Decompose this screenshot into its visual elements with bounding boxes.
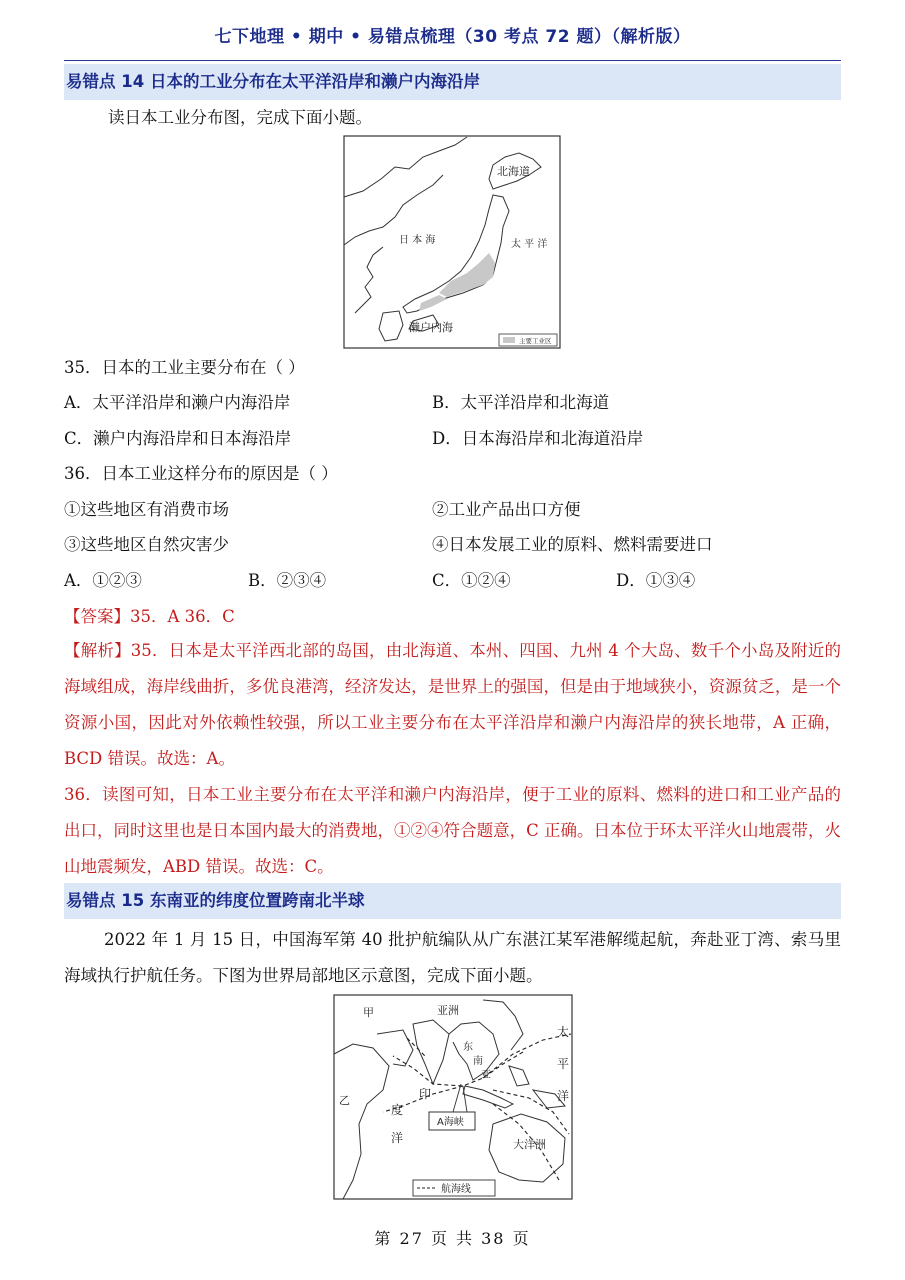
- q35-option-b: B．太平洋沿岸和北海道: [432, 393, 610, 412]
- label-strait: A海峡: [437, 1117, 464, 1128]
- label-yang2: 洋: [557, 1089, 570, 1103]
- q36-item-3: ③这些地区自然灾害少: [64, 535, 229, 554]
- label-seto: 濑户内海: [409, 321, 453, 334]
- page-footer: 第 27 页 共 38 页: [374, 1229, 531, 1248]
- label-ya: 亚: [481, 1070, 491, 1081]
- q35-option-d: D．日本海沿岸和北海道沿岸: [432, 429, 644, 448]
- label-yi: 乙: [339, 1094, 350, 1107]
- topic-14-title: 易错点 14 日本的工业分布在太平洋沿岸和濑户内海沿岸: [64, 64, 841, 100]
- label-nan: 南: [473, 1056, 483, 1067]
- q36-item-2: ②工业产品出口方便: [432, 500, 581, 519]
- q35-option-a: A．太平洋沿岸和濑户内海沿岸: [64, 393, 291, 412]
- q36-option-c: C．①②④: [432, 571, 511, 590]
- label-tai: 太: [557, 1025, 570, 1039]
- map2-legend: 航海线: [441, 1184, 471, 1195]
- q36-option-a: A．①②③: [64, 571, 142, 590]
- q35-stem: 35．日本的工业主要分布在（ ）: [64, 358, 305, 377]
- q36-option-b: B．②③④: [248, 571, 327, 590]
- label-du: 度: [391, 1103, 404, 1117]
- q36-stem: 36．日本工业这样分布的原因是（ ）: [64, 464, 338, 483]
- header-divider: [64, 60, 841, 61]
- topic-15-title: 易错点 15 东南亚的纬度位置跨南北半球: [64, 883, 841, 919]
- label-dong: 东: [463, 1042, 473, 1053]
- page-header: 七下地理 • 期中 • 易错点梳理（30 考点 72 题）（解析版）: [214, 27, 691, 47]
- label-hokkaido: 北海道: [497, 165, 530, 178]
- label-oceania: 大洋洲: [513, 1138, 546, 1151]
- answer-line: 【答案】35．A 36．C: [64, 607, 235, 626]
- q36-option-d: D．①③④: [616, 571, 696, 590]
- analysis-36: 36．读图可知，日本工业主要分布在太平洋和濑户内海沿岸，便于工业的原料、燃料的进口和工业产品的出口，同时这里也是日本国内最大的消费地，①②④符合题意，C 正确。日本位于环太平洋火山地震带，火山地震频发，ABD 错误。故选：C。: [64, 785, 841, 876]
- label-yang: 洋: [391, 1131, 404, 1145]
- label-pacific: 太 平 洋: [511, 239, 548, 250]
- map1-legend: 主要工业区: [519, 337, 552, 345]
- label-asia: 亚洲: [437, 1004, 459, 1017]
- label-jia: 甲: [363, 1006, 374, 1019]
- q36-item-1: ①这些地区有消费市场: [64, 500, 229, 519]
- label-sea-of-japan: 日 本 海: [399, 235, 436, 246]
- intro-14: 读日本工业分布图，完成下面小题。: [108, 108, 372, 127]
- q36-item-4: ④日本发展工业的原料、燃料需要进口: [432, 535, 713, 554]
- label-yin: 印: [419, 1087, 432, 1101]
- intro-15: 2022 年 1 月 15 日，中国海军第 40 批护航编队从广东湛江某军港解缆起航，奔赴亚丁湾、索马里海域执行护航任务。下图为世界局部地区示意图，完成下面小题。: [64, 930, 841, 985]
- indian-ocean-route-map: [333, 994, 573, 1204]
- label-ping: 平: [557, 1057, 570, 1071]
- japan-industry-map: [343, 135, 561, 353]
- analysis-35: 【解析】35．日本是太平洋西北部的岛国，由北海道、本州、四国、九州 4 个大岛、数千个小岛及附近的海域组成，海岸线曲折，多优良港湾，经济发达，是世界上的强国，但是由于地域狭小，资源贫乏，是一个资源小国，因此对外依赖性较强，所以工业主要分布在太平洋沿岸和濑户内海沿岸的狭长地带，A 正确，BCD 错误。故选：A。: [64, 641, 841, 768]
- q35-option-c: C．濑户内海沿岸和日本海沿岸: [64, 429, 292, 448]
